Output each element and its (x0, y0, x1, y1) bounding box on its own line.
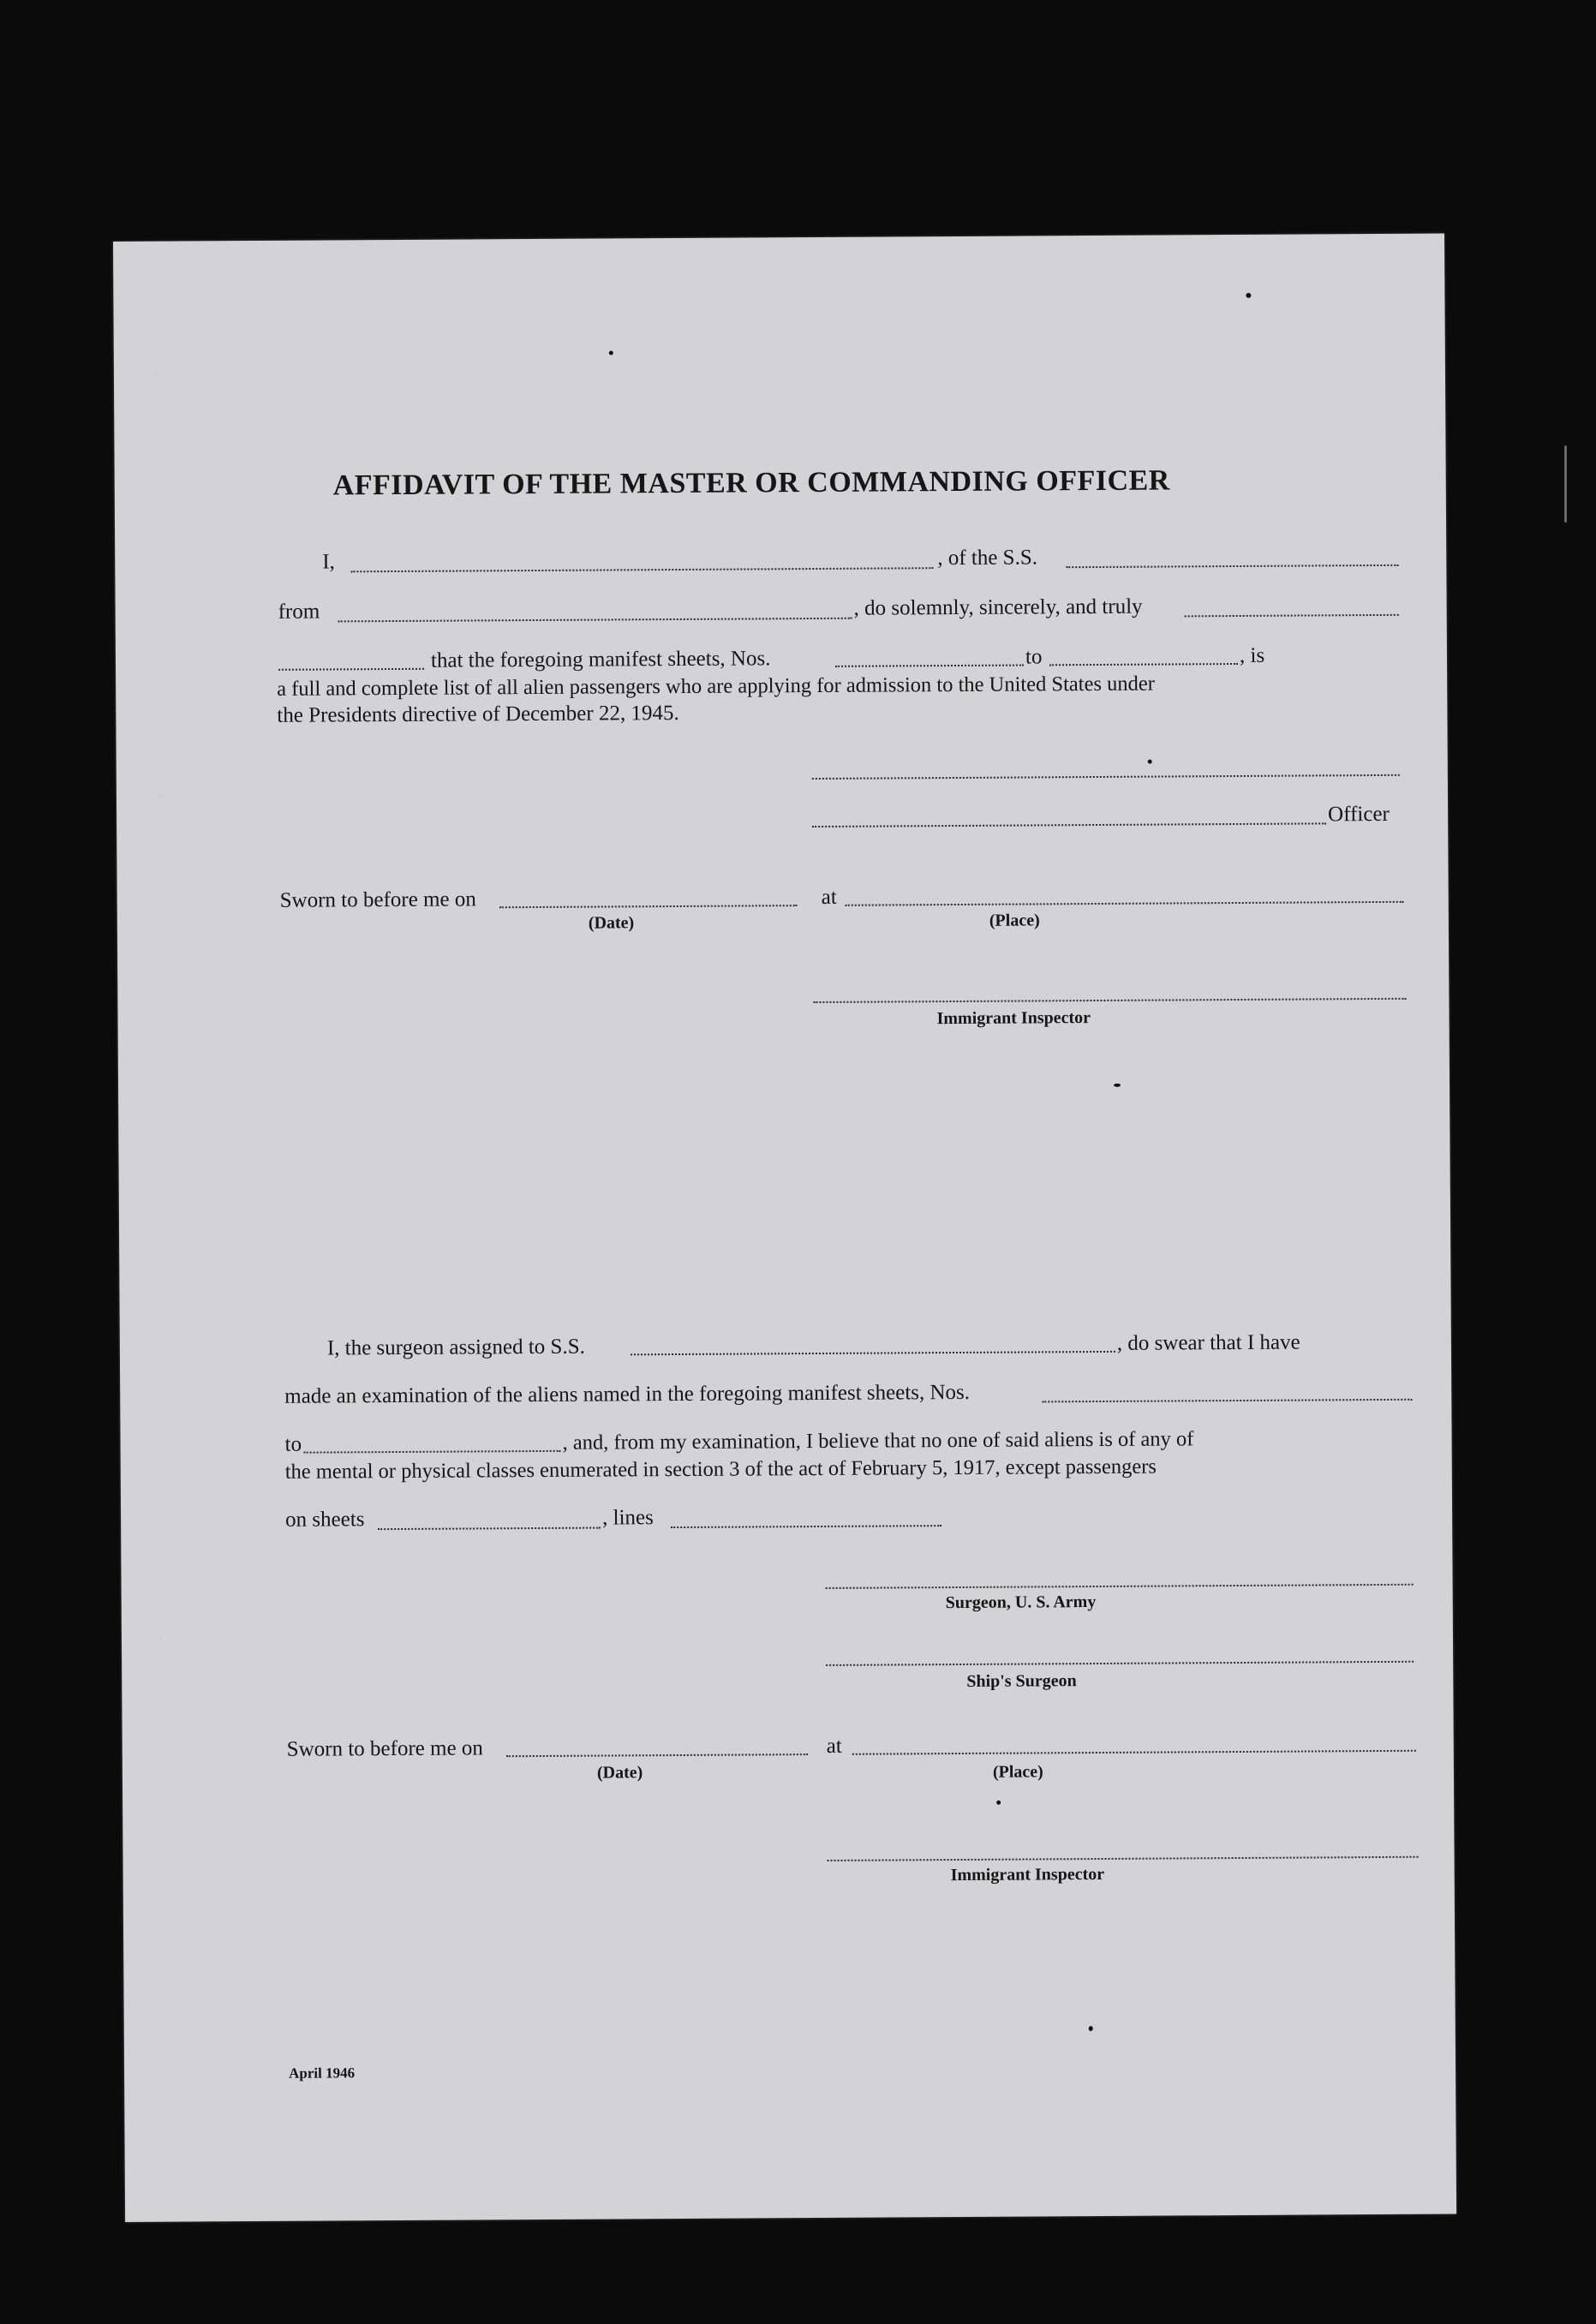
army-surgeon-caption: Surgeon, U. S. Army (945, 1592, 1097, 1613)
master-line1-start: I, (322, 550, 335, 574)
surgeon-inspector-signature-line[interactable] (828, 1856, 1419, 1861)
scan-speck (1089, 2026, 1093, 2031)
master-place-caption: (Place) (989, 911, 1040, 930)
scan-speck (1148, 760, 1152, 764)
surgeon-ship-field[interactable] (631, 1351, 1115, 1355)
surgeon-place-caption: (Place) (992, 1762, 1043, 1782)
master-sworn-label: Sworn to before me on (279, 887, 476, 912)
officer-label: Officer (1328, 802, 1390, 827)
surgeon-sworn-place-field[interactable] (852, 1750, 1416, 1755)
master-line3-end: , is (1239, 643, 1265, 667)
master-nos-to-field[interactable] (1049, 663, 1238, 666)
form-date: April 1946 (289, 2064, 356, 2082)
master-name-field[interactable] (350, 567, 933, 572)
master-sworn-place-field[interactable] (846, 901, 1404, 906)
surgeon-inspector-caption: Immigrant Inspector (950, 1864, 1105, 1885)
scan-speck (996, 1801, 1001, 1805)
scan-speck (1114, 1084, 1121, 1087)
surgeon-sheets-field[interactable] (378, 1527, 601, 1531)
surgeon-line3-start: to (284, 1432, 302, 1456)
master-line1-mid: , of the S.S. (937, 546, 1038, 571)
officer-signature-line[interactable] (812, 822, 1326, 827)
scan-speck (171, 512, 175, 516)
master-date-caption: (Date) (588, 913, 635, 933)
surgeon-line3-end: , and, from my examination, I believe that no one of said aliens is of any of (562, 1427, 1194, 1455)
surgeon-line1-end: , do swear that I have (1116, 1330, 1300, 1355)
ship-surgeon-caption: Ship's Surgeon (966, 1671, 1077, 1691)
master-at-label: at (821, 885, 837, 909)
surgeon-lines-field[interactable] (671, 1525, 941, 1528)
scan-speck (154, 370, 158, 374)
master-ship-field[interactable] (1066, 565, 1398, 568)
scan-speck (609, 350, 613, 355)
scan-speck (1564, 445, 1567, 523)
master-inspector-signature-line[interactable] (813, 998, 1406, 1003)
surgeon-date-caption: (Date) (596, 1763, 643, 1783)
scan-speck (1246, 293, 1251, 298)
master-line3-mid: that the foregoing manifest sheets, Nos. (430, 647, 771, 672)
affidavit-title: AFFIDAVIT OF THE MASTER OR COMMANDING OFFICER (332, 464, 1170, 502)
surgeon-sworn-label: Sworn to before me on (286, 1736, 483, 1761)
surgeon-line1-start: I, the surgeon assigned to S.S. (326, 1335, 585, 1360)
master-declare-field-b[interactable] (278, 668, 424, 671)
surgeon-at-label: at (826, 1734, 842, 1758)
master-nos-from-field[interactable] (835, 665, 1024, 667)
surgeon-line2: made an examination of the aliens named in the foregoing manifest sheets, Nos. (284, 1380, 971, 1408)
surgeon-nos-field[interactable] (1042, 1399, 1412, 1403)
scan-speck (159, 1638, 163, 1641)
master-line4: a full and complete list of all alien passengers who are applying for admission to the United States under (277, 672, 1155, 701)
master-line5: the Presidents directive of December 22, 1945. (277, 701, 679, 727)
master-line3-to: to (1025, 645, 1043, 669)
master-from-field[interactable] (338, 618, 852, 623)
master-sworn-date-field[interactable] (499, 905, 798, 908)
surgeon-nos-to-field[interactable] (304, 1450, 561, 1454)
ship-surgeon-signature-line[interactable] (826, 1661, 1414, 1666)
army-surgeon-signature-line[interactable] (826, 1584, 1414, 1589)
surgeon-sworn-date-field[interactable] (506, 1753, 808, 1757)
scan-speck (168, 1199, 171, 1203)
master-inspector-caption: Immigrant Inspector (936, 1008, 1091, 1029)
document-page (113, 234, 1456, 2222)
surgeon-line4: the mental or physical classes enumerated in section 3 of the act of February 5, 1917, except passengers (284, 1455, 1157, 1484)
master-line2-mid: , do solemnly, sincerely, and truly (853, 594, 1143, 620)
surgeon-line5-mid: , lines (602, 1506, 654, 1530)
master-declare-field-a[interactable] (1185, 614, 1399, 618)
master-line2-start: from (278, 600, 320, 624)
master-signature-line[interactable] (812, 774, 1400, 780)
scan-speck (158, 795, 162, 799)
surgeon-line5-start: on sheets (285, 1508, 365, 1532)
